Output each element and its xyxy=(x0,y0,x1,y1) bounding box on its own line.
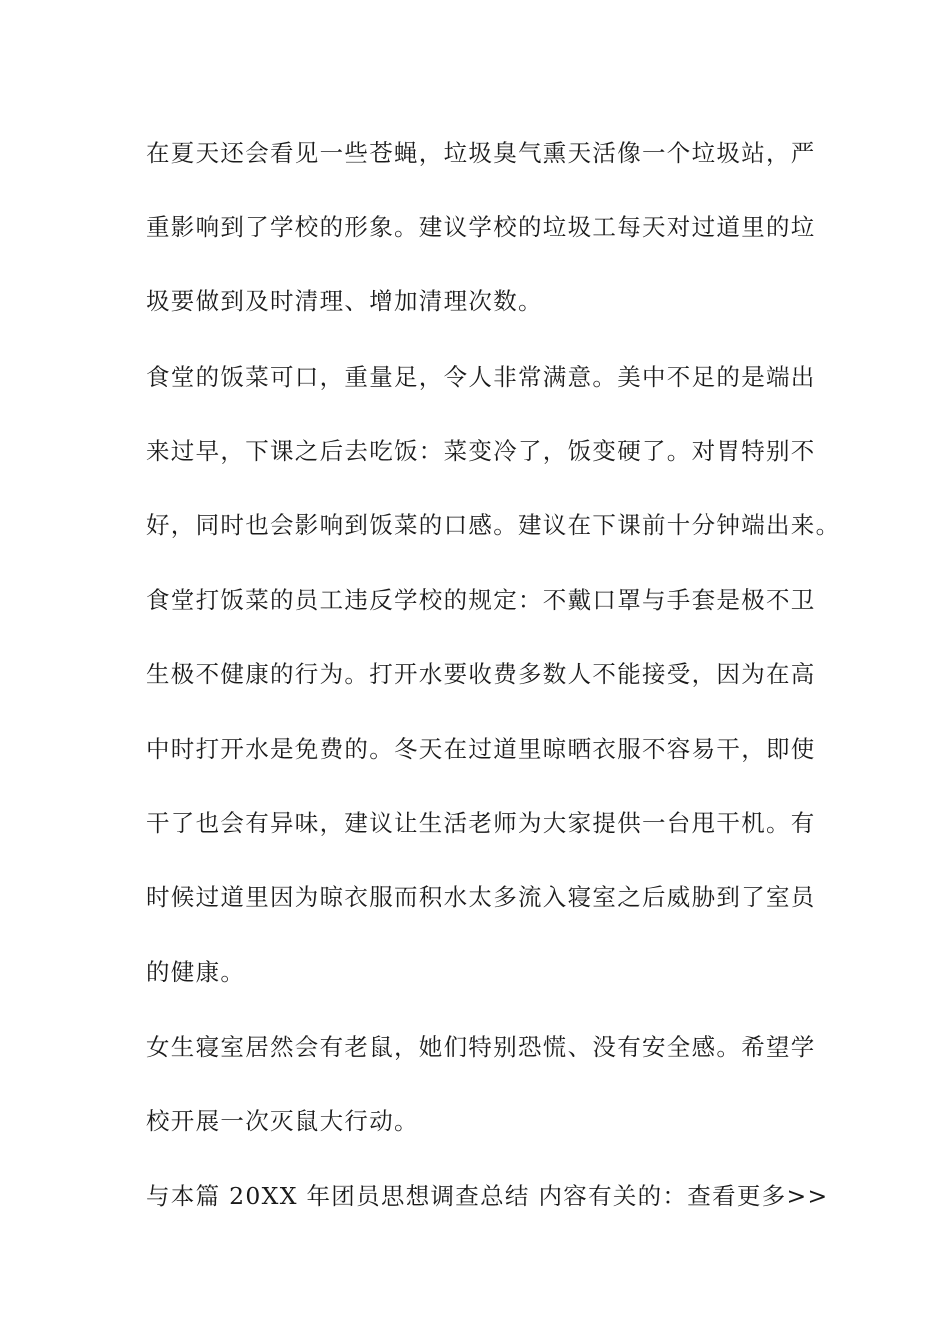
see-more-link[interactable]: 查看更多>> xyxy=(687,1182,829,1210)
related-articles-line xyxy=(146,1181,846,1211)
paragraph-line: 食堂打饭菜的员工违反学校的规定：不戴口罩与手套是极不卫 xyxy=(146,586,816,614)
related-prefix: 与本篇 20XX 年团员思想调查总结 内容有关的： xyxy=(146,1182,688,1210)
paragraph-line: 圾要做到及时清理、增加清理次数。 xyxy=(146,287,543,315)
paragraph-line: 女生寝室居然会有老鼠，她们特别恐慌、没有安全感。希望学 xyxy=(146,1033,816,1061)
paragraph-line: 来过早，下课之后去吃饭：菜变冷了，饭变硬了。对胃特别不 xyxy=(146,437,816,465)
paragraph-line: 重影响到了学校的形象。建议学校的垃圾工每天对过道里的垃 xyxy=(146,213,816,241)
paragraph-line: 好，同时也会影响到饭菜的口感。建议在下课前十分钟端出来。 xyxy=(146,511,841,539)
paragraph-line: 干了也会有异味，建议让生活老师为大家提供一台甩干机。有 xyxy=(146,809,816,837)
paragraph-line: 的健康。 xyxy=(146,958,246,986)
paragraph-line: 校开展一次灭鼠大行动。 xyxy=(146,1107,419,1135)
paragraph-line: 在夏天还会看见一些苍蝇，垃圾臭气熏天活像一个垃圾站，严 xyxy=(146,139,816,167)
paragraph-line: 食堂的饭菜可口，重量足，令人非常满意。美中不足的是端出 xyxy=(146,363,816,391)
paragraph-line: 时候过道里因为晾衣服而积水太多流入寝室之后威胁到了室员 xyxy=(146,883,816,911)
paragraph-line: 生极不健康的行为。打开水要收费多数人不能接受，因为在高 xyxy=(146,660,816,688)
paragraph-line: 中时打开水是免费的。冬天在过道里晾晒衣服不容易干，即使 xyxy=(146,735,816,763)
